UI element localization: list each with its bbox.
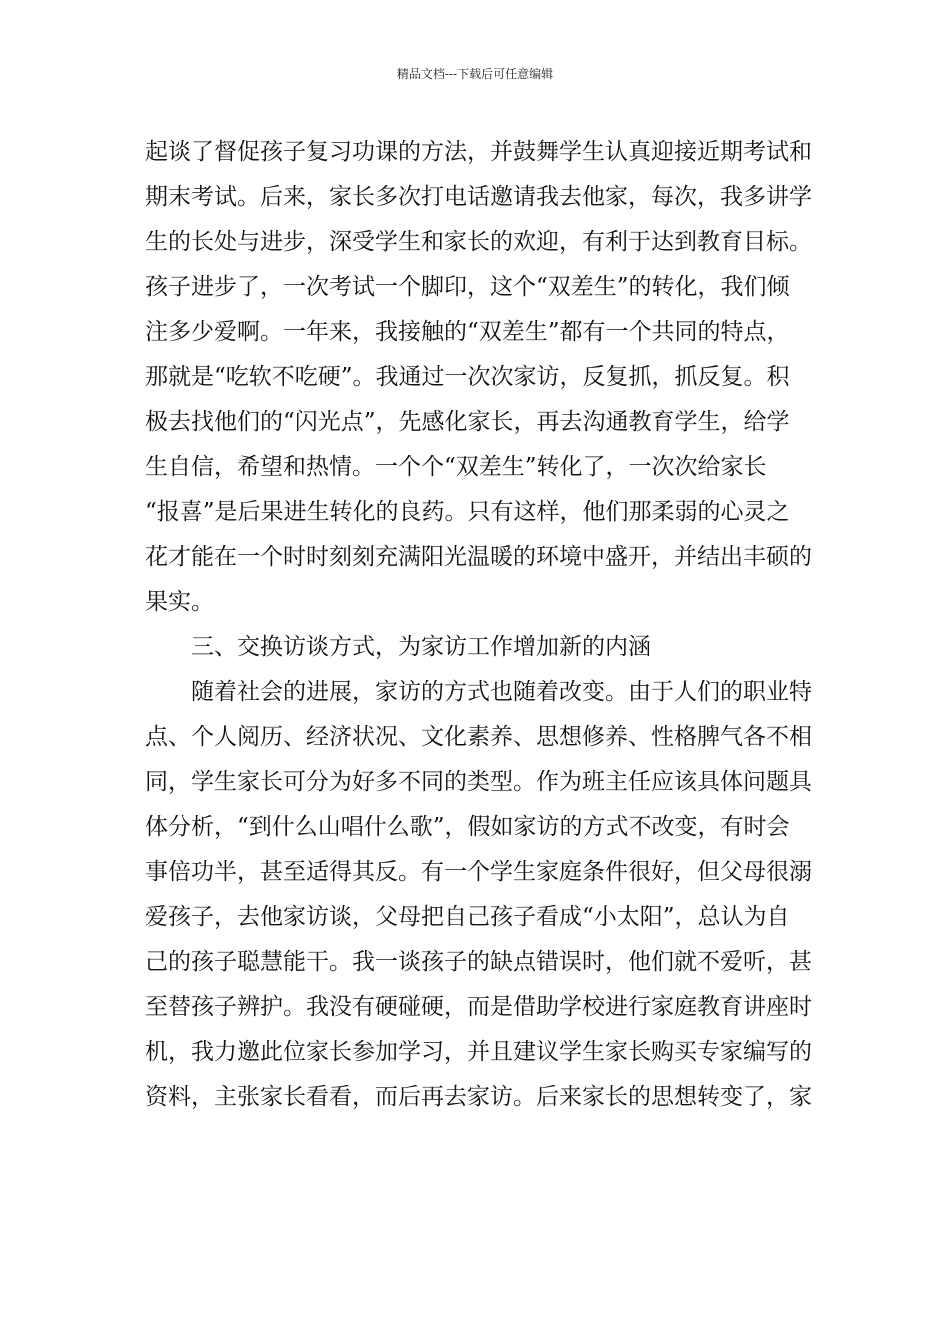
text-line: 极去找他们的“闪光点”，先感化家长，再去沟通教育学生，给学 — [145, 409, 790, 435]
text-line: 随着社会的进展，家访的方式也随着改变。由于人们的职业特 — [191, 679, 812, 705]
text-line: 事倍功半，甚至适得其反。有一个学生家庭条件很好，但父母很溺 — [145, 859, 812, 885]
section-heading: 三、交换访谈方式，为家访工作增加新的内涵 — [191, 634, 651, 660]
text-line: 花才能在一个时时刻刻充满阳光温暖的环境中盛开，并结出丰硕的 — [145, 544, 812, 570]
text-line: 注多少爱啊。一年来，我接触的“双差生”都有一个共同的特点， — [145, 319, 790, 345]
text-line: 机，我力邀此位家长参加学习，并且建议学生家长购买专家编写的 — [145, 1039, 812, 1065]
text-line: 点、个人阅历、经济状况、文化素养、思想修养、性格脾气各不相 — [145, 724, 812, 750]
text-line: 资料，主张家长看看，而后再去家访。后来家长的思想转变了，家 — [145, 1084, 812, 1110]
text-line: 爱孩子，去他家访谈，父母把自己孩子看成“小太阳”，总认为自 — [145, 904, 790, 930]
text-line: 至替孩子辨护。我没有硬碰硬，而是借助学校进行家庭教育讲座时 — [145, 994, 812, 1020]
text-line: 生的长处与进步，深受学生和家长的欢迎，有利于达到教育目标。 — [145, 229, 812, 255]
text-line: 己的孩子聪慧能干。我一谈孩子的缺点错误时，他们就不爱听，甚 — [145, 949, 812, 975]
text-line: 同，学生家长可分为好多不同的类型。作为班主任应该具体问题具 — [145, 769, 812, 795]
text-line: 孩子进步了，一次考试一个脚印，这个“双差生”的转化，我们倾 — [145, 274, 790, 300]
text-line: “报喜”是后果进生转化的良药。只有这样，他们那柔弱的心灵之 — [145, 499, 790, 525]
text-line: 体分析，“到什么山唱什么歌”，假如家访的方式不改变，有时会 — [145, 814, 790, 840]
page-header: 精品文档---下载后可任意编辑 — [396, 67, 554, 81]
text-line: 生自信，希望和热情。一个个“双差生”转化了，一次次给家长 — [145, 454, 767, 480]
document-body — [145, 130, 812, 1120]
text-line: 期末考试。后来，家长多次打电话邀请我去他家，每次，我多讲学 — [145, 184, 812, 210]
text-line: 起谈了督促孩子复习功课的方法，并鼓舞学生认真迎接近期考试和 — [145, 139, 812, 165]
text-line: 那就是“吃软不吃硬”。我通过一次次家访，反复抓，抓反复。积 — [145, 364, 790, 390]
text-line: 果实。 — [145, 589, 214, 615]
